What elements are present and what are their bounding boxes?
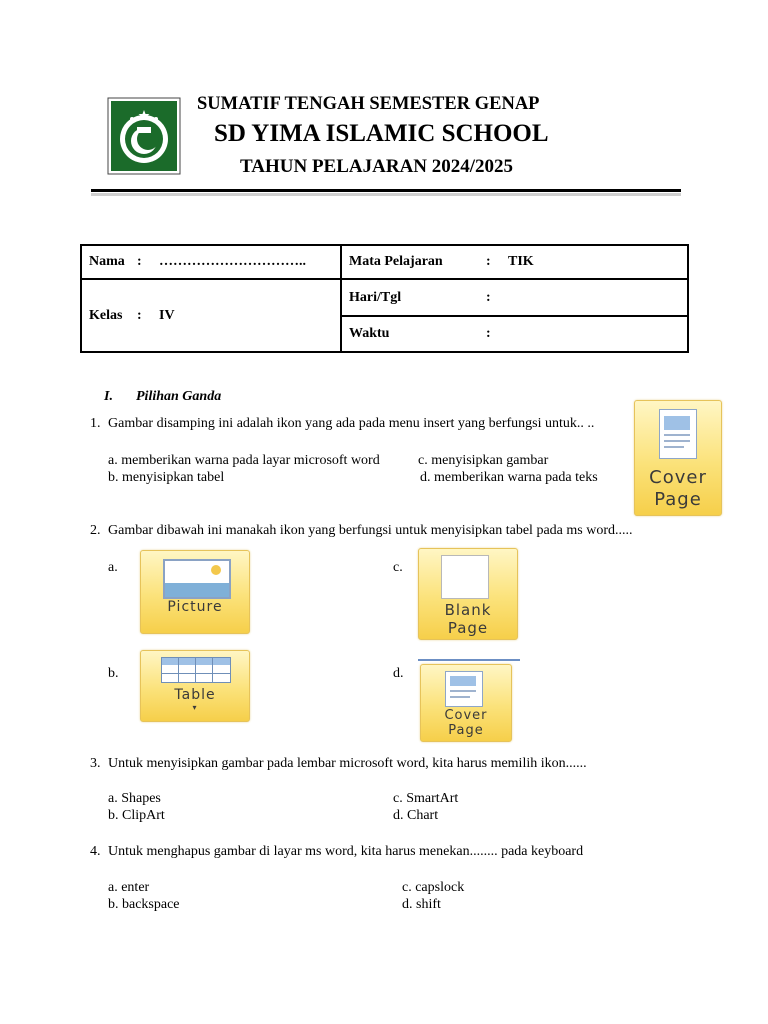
cover-d-caption-2: Page xyxy=(448,723,484,738)
q2-option-d: d. xyxy=(393,666,404,681)
picture-frame-icon xyxy=(163,559,231,599)
table-dropdown-icon: ▾ xyxy=(192,703,198,712)
q4-text: Untuk menghapus gambar di layar ms word, kita harus menekan........ pada keyboard xyxy=(108,844,584,859)
cover-doc-icon xyxy=(659,409,697,459)
cover-d-caption-1: Cover xyxy=(444,708,488,723)
school-logo xyxy=(107,97,181,175)
q3-option-d: d. Chart xyxy=(393,808,439,823)
header-divider-shadow xyxy=(91,193,681,196)
blank-caption-1: Blank xyxy=(444,601,492,619)
waktu-cell xyxy=(341,316,688,352)
mapel-colon: : xyxy=(486,254,491,269)
section-title: Pilihan Ganda xyxy=(136,389,222,404)
hari-colon: : xyxy=(486,289,491,305)
blank-doc-icon xyxy=(441,555,489,599)
kelas-value: IV xyxy=(159,307,175,323)
q1-option-a: a. memberikan warna pada layar microsoft word xyxy=(108,453,380,468)
q4-option-b: b. backspace xyxy=(108,897,180,912)
q3-option-b: b. ClipArt xyxy=(108,808,165,823)
q3-number: 3. xyxy=(90,756,101,771)
cover-page-icon-option-d xyxy=(420,664,512,742)
q1-number: 1. xyxy=(90,416,101,431)
q4-option-c: c. capslock xyxy=(402,880,465,895)
q2-option-a: a. xyxy=(108,560,118,575)
picture-caption: Picture xyxy=(167,599,223,615)
q4-option-d: d. shift xyxy=(402,897,441,912)
kelas-colon: : xyxy=(137,307,142,323)
q1-option-c: c. menyisipkan gambar xyxy=(418,453,549,468)
table-caption: Table xyxy=(174,687,216,703)
q1-text: Gambar disamping ini adalah ikon yang ada pada menu insert yang berfungsi untuk.. .. xyxy=(108,416,595,431)
blank-caption-2: Page xyxy=(447,619,489,637)
hari-cell xyxy=(341,279,688,316)
cover-page-icon xyxy=(634,400,722,516)
q2-text: Gambar dibawah ini manakah ikon yang berfungsi untuk menyisipkan tabel pada ms word..... xyxy=(108,523,633,538)
cover-caption-1: Cover xyxy=(649,467,707,488)
cover-caption-2: Page xyxy=(654,489,702,510)
cover-doc-icon-small xyxy=(445,671,483,707)
exam-title: SUMATIF TENGAH SEMESTER GENAP xyxy=(197,94,540,114)
blank-page-icon xyxy=(418,548,518,640)
table-icon xyxy=(140,650,250,722)
q2-option-c: c. xyxy=(393,560,403,575)
kelas-label: Kelas xyxy=(89,307,123,323)
header-divider xyxy=(91,189,681,192)
mapel-cell xyxy=(341,245,688,279)
q3-text: Untuk menyisipkan gambar pada lembar microsoft word, kita harus memilih ikon...... xyxy=(108,756,587,771)
hari-label: Hari/Tgl xyxy=(349,289,402,305)
nama-cell xyxy=(81,245,341,279)
q2-option-b: b. xyxy=(108,666,119,681)
table-grid-icon xyxy=(161,657,231,683)
nama-label: Nama xyxy=(89,254,125,269)
picture-icon xyxy=(140,550,250,634)
mapel-label: Mata Pelajaran xyxy=(349,254,443,269)
student-identity-table xyxy=(80,244,689,353)
nama-value: ………………………….. xyxy=(159,254,306,269)
q1-option-d: d. memberikan warna pada teks xyxy=(420,470,598,485)
q4-option-a: a. enter xyxy=(108,880,150,895)
kelas-cell xyxy=(81,279,341,352)
q1-option-b: b. menyisipkan tabel xyxy=(108,470,225,485)
q2-number: 2. xyxy=(90,523,101,538)
nama-colon: : xyxy=(137,254,142,269)
q3-option-a: a. Shapes xyxy=(108,791,161,806)
q3-option-c: c. SmartArt xyxy=(393,791,459,806)
school-name: SD YIMA ISLAMIC SCHOOL xyxy=(214,120,549,147)
section-number: I. xyxy=(104,389,113,404)
academic-year: TAHUN PELAJARAN 2024/2025 xyxy=(240,156,514,177)
waktu-colon: : xyxy=(486,326,491,341)
cover-icon-top-line xyxy=(418,659,520,661)
q4-number: 4. xyxy=(90,844,101,859)
waktu-label: Waktu xyxy=(349,326,390,341)
mapel-value: TIK xyxy=(508,254,534,269)
